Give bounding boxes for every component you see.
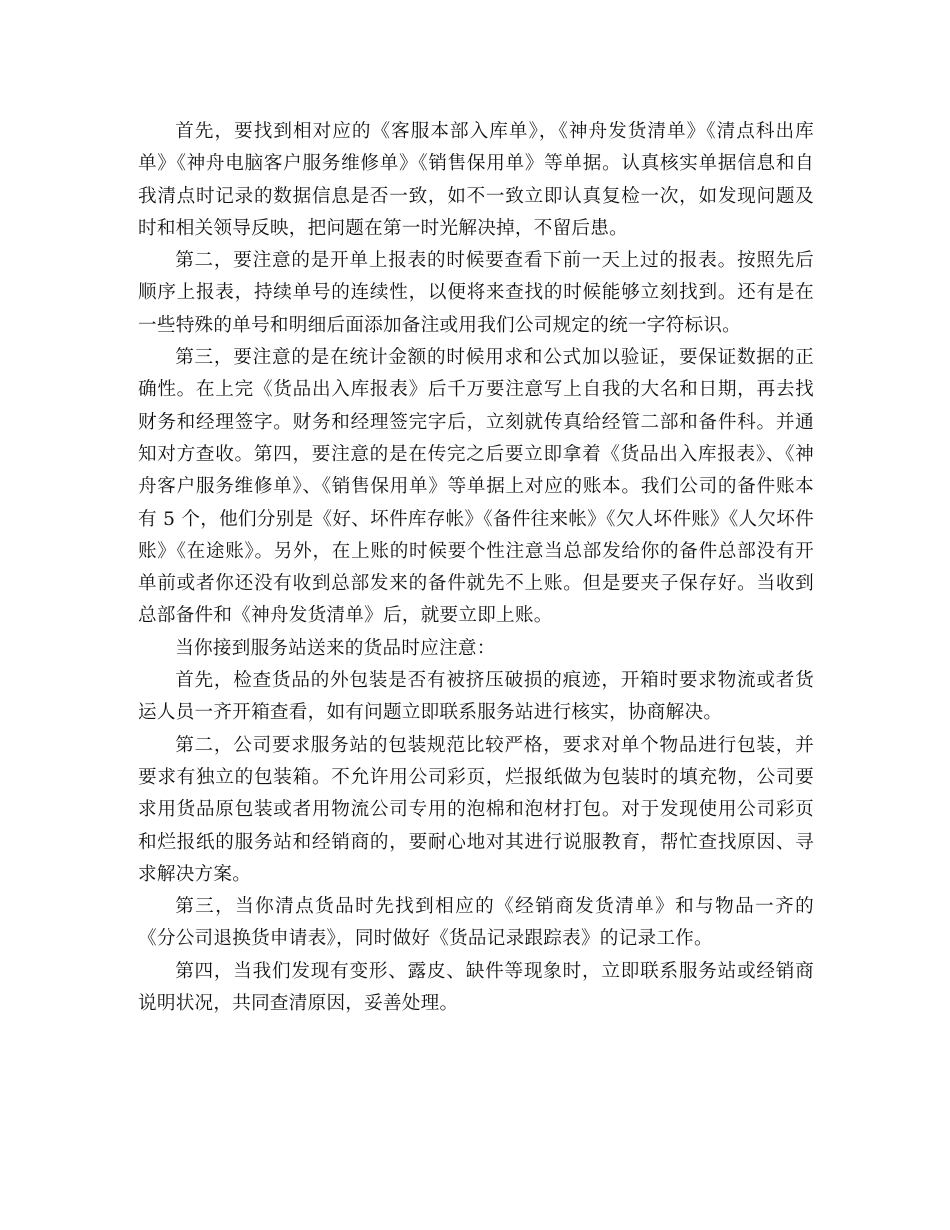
paragraph-fourth-defects: 第四，当我们发现有变形、露皮、缺件等现象时，立即联系服务站或经销商说明状况，共同查清原因，妥善处理。 [138,960,814,1015]
paragraph-second-report-order: 第二，要注意的是开单上报表的时候要查看下前一天上过的报表。按照先后顺序上报表，持续单号的连续性，以便将来查找的时候能够立刻找到。还有是在一些特殊的单号和明细后面添加备注或用我们公司规定的统一字符标识。 [138,250,814,336]
paragraph-second-packaging-rules: 第二，公司要求服务站的包装规范比较严格，要求对单个物品进行包装，并要求有独立的包装箱。不允许用公司彩页，烂报纸做为包装时的填充物，公司要求用货品原包装或者用物流公司专用的泡棉和泡材打包。对于发现使用公司彩页和烂报纸的服务站和经销商的，要耐心地对其进行说服教育，帮忙查找原因、寻求解决方案。 [138,734,814,885]
paragraph-third-amount-verification: 第三，要注意的是在统计金额的时候用求和公式加以验证，要保证数据的正确性。在上完《货品出入库报表》后千万要注意写上自我的大名和日期，再去找财务和经理签字。财务和经理签完字后，立刻就传真给经管二部和备件科。并通知对方查收。第四，要注意的是在传完之后要立即拿着《货品出入库报表》、《神舟客户服务维修单》、《销售保用单》等单据上对应的账本。我们公司的备件账本有 5 个，他们分别是《好、坏件库存帐》《备件往来帐》《欠人坏件账》《人欠坏件账》《在途账》。另外，在上账的时候要个性注意当总部发给你的备件总部没有开单前或者你还没有收到总部发来的备件就先不上账。但是要夹子保存好。当收到总部备件和《神舟发货清单》后，就要立即上账。 [138,347,814,627]
paragraph-first-check-documents: 首先，要找到相对应的《客服本部入库单》，《神舟发货清单》《清点科出库单》《神舟电脑客户服务维修单》《销售保用单》等单据。认真核实单据信息和自我清点时记录的数据信息是否一致，如不一致立即认真复检一次，如发现问题及时和相关领导反映，把问题在第一时光解决掉，不留后患。 [138,121,814,239]
paragraph-third-count-goods: 第三，当你清点货品时先找到相应的《经销商发货清单》和与物品一齐的《分公司退换货申请表》，同时做好《货品记录跟踪表》的记录工作。 [138,896,814,950]
document-body [138,116,814,1020]
paragraph-receiving-goods-intro: 当你接到服务站送来的货品时应注意： [175,637,496,659]
paragraph-first-check-packaging: 首先，检查货品的外包装是否有被挤压破损的痕迹，开箱时要求物流或者货运人员一齐开箱查看，如有问题立即联系服务站进行核实，协商解决。 [138,670,814,724]
